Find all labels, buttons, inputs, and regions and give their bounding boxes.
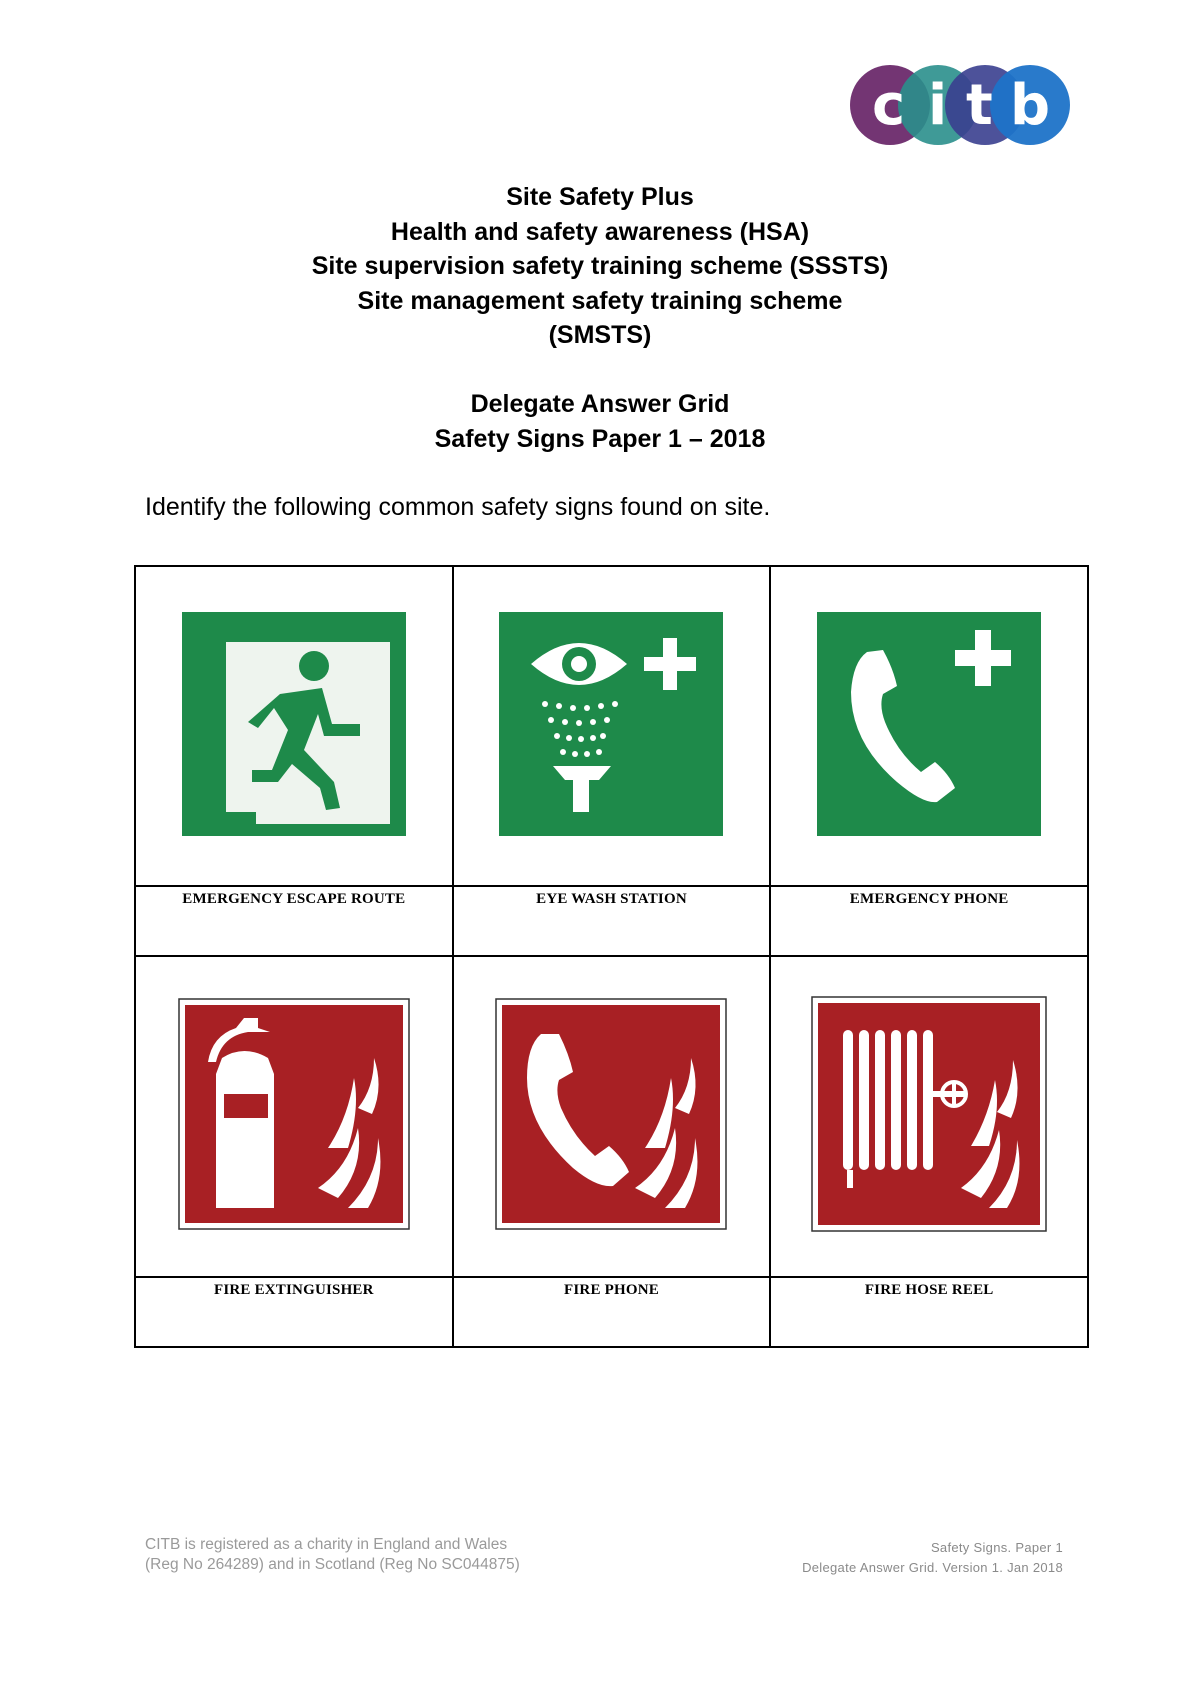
title-line-4: Site management safety training scheme [357,286,843,315]
sign-cell-hose-reel [770,956,1088,1276]
svg-text:t: t [966,73,993,138]
running-man-exit-icon [182,612,406,836]
label-cell-escape [135,886,453,956]
footer-charity-note [145,1535,520,1575]
sign-cell-emergency-phone [770,566,1088,886]
svg-text:c: c [872,73,906,138]
instruction-text: Identify the following common safety signs found on site. [145,493,771,521]
footer-right-line-1: Safety Signs. Paper 1 [930,1540,1063,1555]
label-cell-hose-reel [770,1277,1088,1347]
title-line-2: Health and safety awareness (HSA) [390,217,810,246]
title-line-5: (SMSTS) [548,321,652,349]
sign-label: EMERGENCY PHONE [849,891,1009,908]
label-cell-fire-phone [453,1277,771,1347]
sign-label: EMERGENCY ESCAPE ROUTE [182,891,406,908]
fire-extinguisher-icon [178,998,410,1230]
title-line-3: Site supervision safety training scheme (SSSTS) [311,252,889,280]
svg-text:b: b [1010,73,1051,138]
footer-document-info [802,1538,1063,1578]
sign-label: EYE WASH STATION [536,891,687,908]
document-titles [0,180,1200,456]
eye-wash-icon [499,612,723,836]
footer-right-line-2: Delegate Answer Grid. Version 1. Jan 2018 [802,1560,1063,1575]
fire-hose-reel-icon [811,996,1047,1232]
emergency-phone-icon [817,612,1041,836]
label-cell-extinguisher [135,1277,453,1347]
subtitle-line-1: Delegate Answer Grid [470,390,730,418]
citb-logo [850,60,1070,150]
sign-label: FIRE HOSE REEL [864,1281,994,1298]
sign-cell-extinguisher [135,956,453,1276]
signs-grid [134,565,1089,1348]
svg-text:i: i [928,73,948,138]
sign-cell-fire-phone [453,956,771,1276]
sign-cell-eyewash [453,566,771,886]
sign-label: FIRE PHONE [564,1281,659,1298]
subtitle-line-2: Safety Signs Paper 1 – 2018 [434,424,766,453]
label-cell-emergency-phone [770,886,1088,956]
label-cell-eyewash [453,886,771,956]
footer-left-line-2: (Reg No 264289) and in Scotland (Reg No SC044875) [145,1556,520,1573]
sign-label: FIRE EXTINGUISHER [213,1281,374,1298]
title-line-1: Site Safety Plus [506,183,694,211]
sign-cell-escape [135,566,453,886]
fire-phone-icon [495,998,727,1230]
footer-left-line-1: CITB is registered as a charity in England and Wales [145,1536,508,1553]
